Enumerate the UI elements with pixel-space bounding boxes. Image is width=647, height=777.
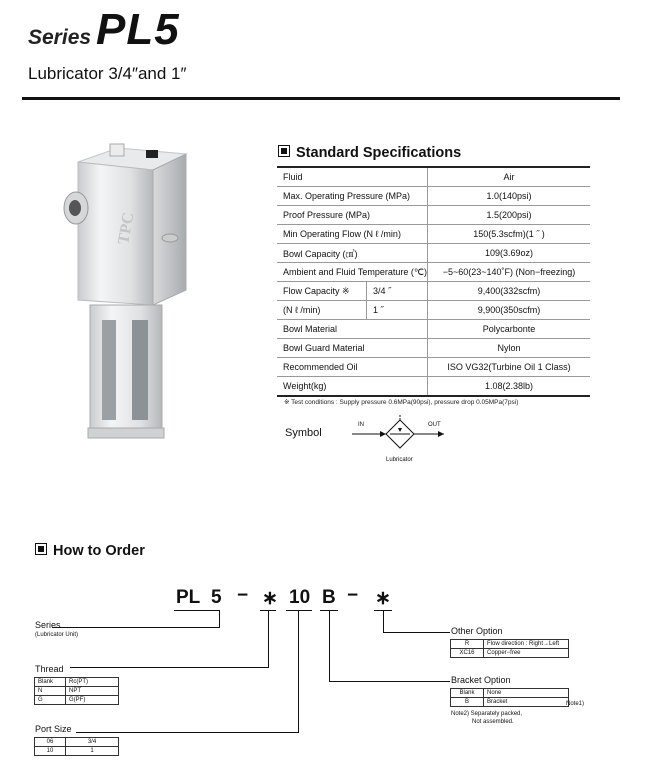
spec-value: 9,900(350scfm) [428,301,590,320]
table-row [451,698,569,707]
bracket-note-ref: Note1) [566,701,585,707]
spec-footnote: ※ Test conditions : Supply pressure 0.6MPa(90psi), pressure drop 0.05MPa(7psi) [284,399,519,406]
spec-value: 1.5(200psi) [428,206,590,225]
spec-label: Fluid [277,167,428,187]
spec-row [277,339,590,358]
spec-label: Bowl Material [277,320,428,339]
option-code: XC16 [451,649,484,658]
option-desc: Rc(PT) [66,678,119,687]
bowl-guard [90,305,162,435]
body-side [153,154,186,305]
spec-label: Max. Operating Pressure (MPa) [277,187,428,206]
code-underline [174,610,220,611]
thread-leader [268,610,269,667]
other-option-label: Other Option [451,626,503,636]
section-bullet-icon [35,543,47,555]
flow-capacity-label: Flow Capacity ※ [277,282,367,301]
order-section-title [35,543,145,559]
option-code: N [35,687,66,696]
option-code: G [35,696,66,705]
option-code: 10 [35,747,66,756]
series-code: PL5 [96,5,180,54]
bracket-note: Not assembled. [472,719,514,725]
spec-value: ISO VG32(Turbine Oil 1 Class) [428,358,590,377]
series-sub: (Lubricator Unit) [35,632,79,638]
symbol-out-label: OUT [428,422,441,428]
spec-label: Bowl Capacity (㎤) [277,244,428,263]
spec-value: 150(5.3scfm)(1 ˝ ) [428,225,590,244]
spec-row [277,225,590,244]
spec-value: 1.08(2.38lb) [428,377,590,397]
table-row [451,640,569,649]
spec-row [277,244,590,263]
thread-label: Thread [35,664,64,674]
spec-row [277,282,590,301]
symbol-caption: Lubricator [386,457,413,463]
spec-row [277,206,590,225]
spec-label: Weight(kg) [277,377,428,397]
table-row [451,649,569,658]
table-row [35,687,119,696]
table-row [451,689,569,698]
bowl-window-left [102,320,116,420]
code-dash: − [237,585,249,606]
thread-table [34,677,119,705]
spec-table [277,166,590,397]
spec-value: Polycarbonte [428,320,590,339]
bracket-leader [329,681,450,682]
option-desc: Bracket [484,698,569,707]
order-title-text: How to Order [53,543,145,559]
spec-value: 109(3.69oz) [428,244,590,263]
spec-row [277,320,590,339]
series-leader [52,627,220,628]
port-size-label: Port Size [35,724,72,734]
spec-row [277,301,590,320]
port-size-table [34,737,119,756]
series-word: Series [28,26,92,49]
symbol-in-label: IN [358,422,364,428]
code-model: 5 [211,587,222,608]
spec-title-text: Standard Specifications [296,145,462,161]
flow-unit-label: (N ℓ /min) [277,301,367,320]
spec-value: 9,400(332scfm) [428,282,590,301]
bracket-option-table [450,688,569,707]
option-desc: 1 [66,747,119,756]
bracket-option-label: Bracket Option [451,675,511,685]
section-bullet-icon [278,145,290,157]
bracket-leader [329,610,330,681]
logo-oval [162,234,178,242]
spec-row [277,187,590,206]
spec-value: Air [428,167,590,187]
spec-label: Proof Pressure (MPa) [277,206,428,225]
option-desc: None [484,689,569,698]
flow-size: 1 ˝ [367,301,428,320]
option-code: Blank [451,689,484,698]
table-row [35,738,119,747]
table-row [35,678,119,687]
lubricator-symbol-icon [352,414,452,458]
spec-section-title [278,145,461,161]
series-leader [219,610,220,627]
spec-row [277,358,590,377]
option-desc: Flow direction : Right→Left [484,640,569,649]
thread-leader [70,667,269,668]
oil-plug [110,144,124,156]
port-leader [298,610,299,732]
code-thread: ∗ [262,588,278,609]
port-hole [69,200,81,216]
code-series: PL [176,587,201,608]
bowl-window-right [132,320,148,420]
code-dash: − [347,585,359,606]
spec-value: 1.0(140psi) [428,187,590,206]
table-row [35,747,119,756]
spec-label: Bowl Guard Material [277,339,428,358]
code-other: ∗ [375,588,391,609]
spec-row [277,167,590,187]
body-head [78,162,153,305]
other-leader [383,632,450,633]
option-code: B [451,698,484,707]
spec-row [277,263,590,282]
bracket-note: Note2) Separately packed, [451,711,523,717]
spec-value: Nylon [428,339,590,358]
option-code: Blank [35,678,66,687]
other-option-table [450,639,569,658]
option-desc: G(PF) [66,696,119,705]
port-leader [76,732,299,733]
spec-row [277,377,590,397]
code-underline [286,610,312,611]
symbol-label: Symbol [285,427,322,439]
gauge-cap [146,150,158,158]
spec-label: Min Operating Flow (N ℓ /min) [277,225,428,244]
spec-label: Ambient and Fluid Temperature (℃) [277,263,428,282]
option-desc: NPT [66,687,119,696]
code-bracket: B [322,587,336,608]
option-desc: 3/4 [66,738,119,747]
spec-label: Recommended Oil [277,358,428,377]
other-leader [383,610,384,632]
flow-size: 3/4 ˝ [367,282,428,301]
product-illustration [58,140,208,445]
header-rule [22,97,620,100]
option-code: R [451,640,484,649]
bowl-bottom [88,428,164,438]
page-subtitle: Lubricator 3/4″and 1″ [28,64,187,83]
brand-mark: TPC [115,211,138,246]
option-desc: Copper−free [484,649,569,658]
table-row [35,696,119,705]
code-port: 10 [289,587,311,608]
series-label: Series [35,620,61,630]
spec-value: −5~60(23~140˚F) (Non−freezing) [428,263,590,282]
option-code: 06 [35,738,66,747]
